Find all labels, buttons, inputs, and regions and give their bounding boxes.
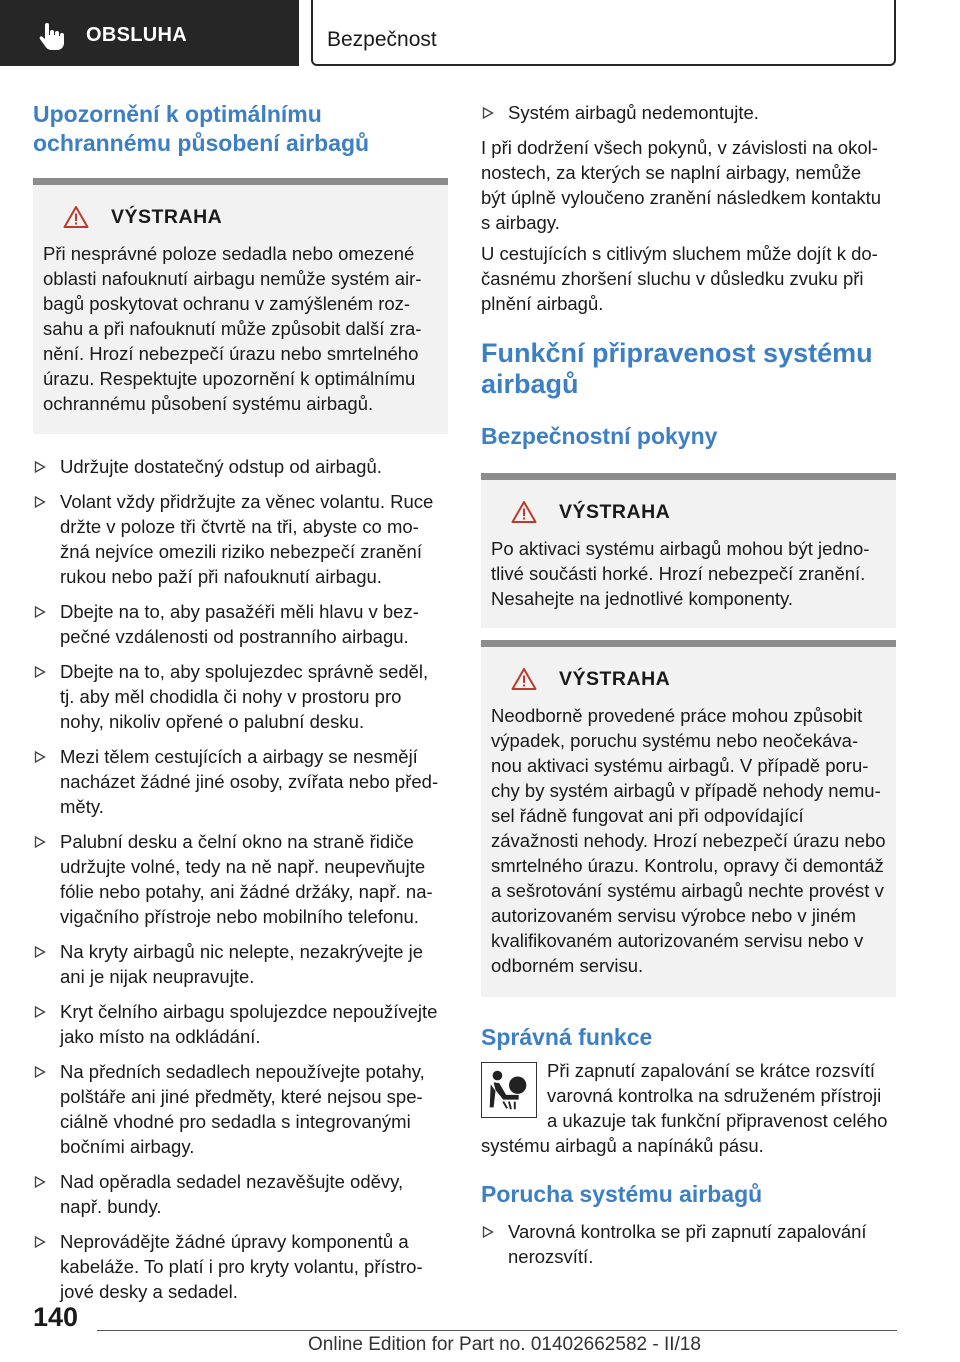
list-item: Palubní desku a čelní okno na straně řidiče udržujte volné, tedy na ně např. neupevňujte fólie nebo potahy, ani žádné držáky, např. na- vigačního přístroje nebo mobilního telefonu. [33, 829, 448, 929]
hand-pointer-icon [36, 22, 66, 52]
paragraph-injury-note: I při dodržení všech pokynů, v závislosti na okol- nostech, za kterých se naplní airbagy, nemůže být úplně vyloučeno zranění následkem kontaktu s airbagy. [481, 137, 882, 233]
list-item: Systém airbagů nedemontujte. [481, 100, 896, 125]
list-item: Mezi tělem cestujících a airbagy se nesmějí nacházet žádné jiné osoby, zvířata nebo před- měty. [33, 744, 448, 819]
warning-title: VÝSTRAHA [491, 661, 886, 697]
edition-note: Online Edition for Part no. 01402662582 - II/18 [308, 1334, 701, 1355]
triangle-bullet-icon [34, 461, 46, 473]
footer-divider [97, 1330, 897, 1331]
section-box [311, 0, 896, 66]
list-item: Varovná kontrolka se při zapnutí zapalování nerozsvítí. [481, 1219, 896, 1269]
triangle-bullet-icon [34, 1236, 46, 1248]
heading-safety-instructions: Bezpečnostní pokyny [481, 423, 718, 449]
triangle-bullet-icon [34, 606, 46, 618]
safety-bullet-list [33, 454, 448, 1304]
triangle-bullet-icon [482, 107, 494, 119]
page-header [0, 0, 960, 66]
heading-airbag-fault: Porucha systému airbagů [481, 1181, 763, 1207]
triangle-bullet-icon [34, 1006, 46, 1018]
list-item: Nad opěradla sedadel nezavěšujte oděvy, např. bundy. [33, 1169, 448, 1219]
right-column [481, 100, 896, 1279]
warning-triangle-icon [511, 500, 537, 524]
warning-box [481, 640, 896, 997]
heading-airbag-readiness: Funkční připravenost systému airbagů [481, 338, 873, 399]
warning-title: VÝSTRAHA [491, 494, 886, 530]
list-item: Dbejte na to, aby pasažéři měli hlavu v bez- pečné vzdálenosti od postranního airbagu. [33, 599, 448, 649]
list-item: Na kryty airbagů nic nelepte, nezakrývejte je ani je nijak neupravujte. [33, 939, 448, 989]
warning-triangle-icon [511, 667, 537, 691]
triangle-bullet-icon [34, 946, 46, 958]
triangle-bullet-icon [34, 666, 46, 678]
list-item: Neprovádějte žádné úpravy komponentů a kabeláže. To platí i pro kryty volantu, přístro- jové desky a sedadel. [33, 1229, 448, 1304]
list-item: Volant vždy přidržujte za věnec volantu. Ruce držte v poloze tři čtvrtě na tři, abyste co mo- žná nejvíce omezili riziko nebezpečí zranění rukou nebo paží při nafouknutí airbagu. [33, 489, 448, 589]
airbag-warning-light-icon [481, 1062, 537, 1118]
list-item: Dbejte na to, aby spolujezdec správně seděl, tj. aby měl chodidla či nohy v prostoru pro nohy, nikoliv opřené o palubní desku. [33, 659, 448, 734]
correct-function-text: Při zapnutí zapalování se krátce rozsvítí varovná kontrolka na sdruženém přístroji a ukazuje tak funkční připravenost celého systému airbagů a napínáků pásu. [481, 1060, 888, 1156]
triangle-bullet-icon [482, 1226, 494, 1238]
warning-box [33, 178, 448, 434]
warning-text: Při nesprávné poloze sedadla nebo omezené oblasti nafouknutí airbagu nemůže systém air- bagů poskytovat ochranu v zamýšleném roz- sahu a při nafouknutí může způsobit další zra- nění. Hrozí nebezpečí úrazu nebo smrtelného úrazu. Respektujte upozornění k optimálnímu ochrannému působení systému airbagů. [43, 243, 422, 414]
top-bullet-list [481, 100, 896, 125]
heading-correct-function: Správná funkce [481, 1024, 653, 1050]
fault-bullet-list [481, 1219, 896, 1269]
warning-text: Po aktivaci systému airbagů mohou být jedno- tlivé součásti horké. Hrozí nebezpečí zranění. Nesahejte na jednotlivé komponenty. [491, 538, 870, 609]
warning-title: VÝSTRAHA [43, 199, 438, 235]
chapter-tab[interactable] [0, 0, 299, 66]
chapter-label: OBSLUHA [86, 24, 187, 46]
warning-box [481, 473, 896, 628]
list-item: Na předních sedadlech nepoužívejte potahy, polštáře ani jiné předměty, které nejsou spe- ciálně vhodné pro sedadla s integrovanými bočními airbagy. [33, 1059, 448, 1159]
section-label: Bezpečnost [327, 28, 437, 51]
triangle-bullet-icon [34, 836, 46, 848]
triangle-bullet-icon [34, 496, 46, 508]
triangle-bullet-icon [34, 1066, 46, 1078]
list-item: Udržujte dostatečný odstup od airbagů. [33, 454, 448, 479]
list-item: Kryt čelního airbagu spolujezdce nepoužívejte jako místo na odkládání. [33, 999, 448, 1049]
warning-text: Neodborně provedené práce mohou způsobit výpadek, poruchu systému nebo neočekáva- nou aktivaci systému airbagů. V případě poru- chy by systém airbagů v případě nehody nemu- sel řádně fungovat ani při odpovídající závažnosti nehody. Hrozí nebezpečí úrazu nebo smrtelného úrazu. Kontrolu, opravy či demontáž a sešrotování systému airbagů nechte provést v autorizovaném servisu výrobce nebo v jiném kvalifikovaném autorizovaném servisu nebo v odborném servisu. [491, 705, 886, 976]
triangle-bullet-icon [34, 1176, 46, 1188]
heading-airbag-optimal-protection: Upozornění k optimálnímu ochrannému působení airbagů [33, 101, 370, 156]
page-number: 140 [33, 1302, 79, 1332]
warning-triangle-icon [63, 205, 89, 229]
triangle-bullet-icon [34, 751, 46, 763]
paragraph-hearing-note: U cestujících s citlivým sluchem může dojít k do- časnému zhoršení sluchu v důsledku zvuku při plnění airbagů. [481, 243, 878, 314]
left-column [33, 100, 448, 1314]
